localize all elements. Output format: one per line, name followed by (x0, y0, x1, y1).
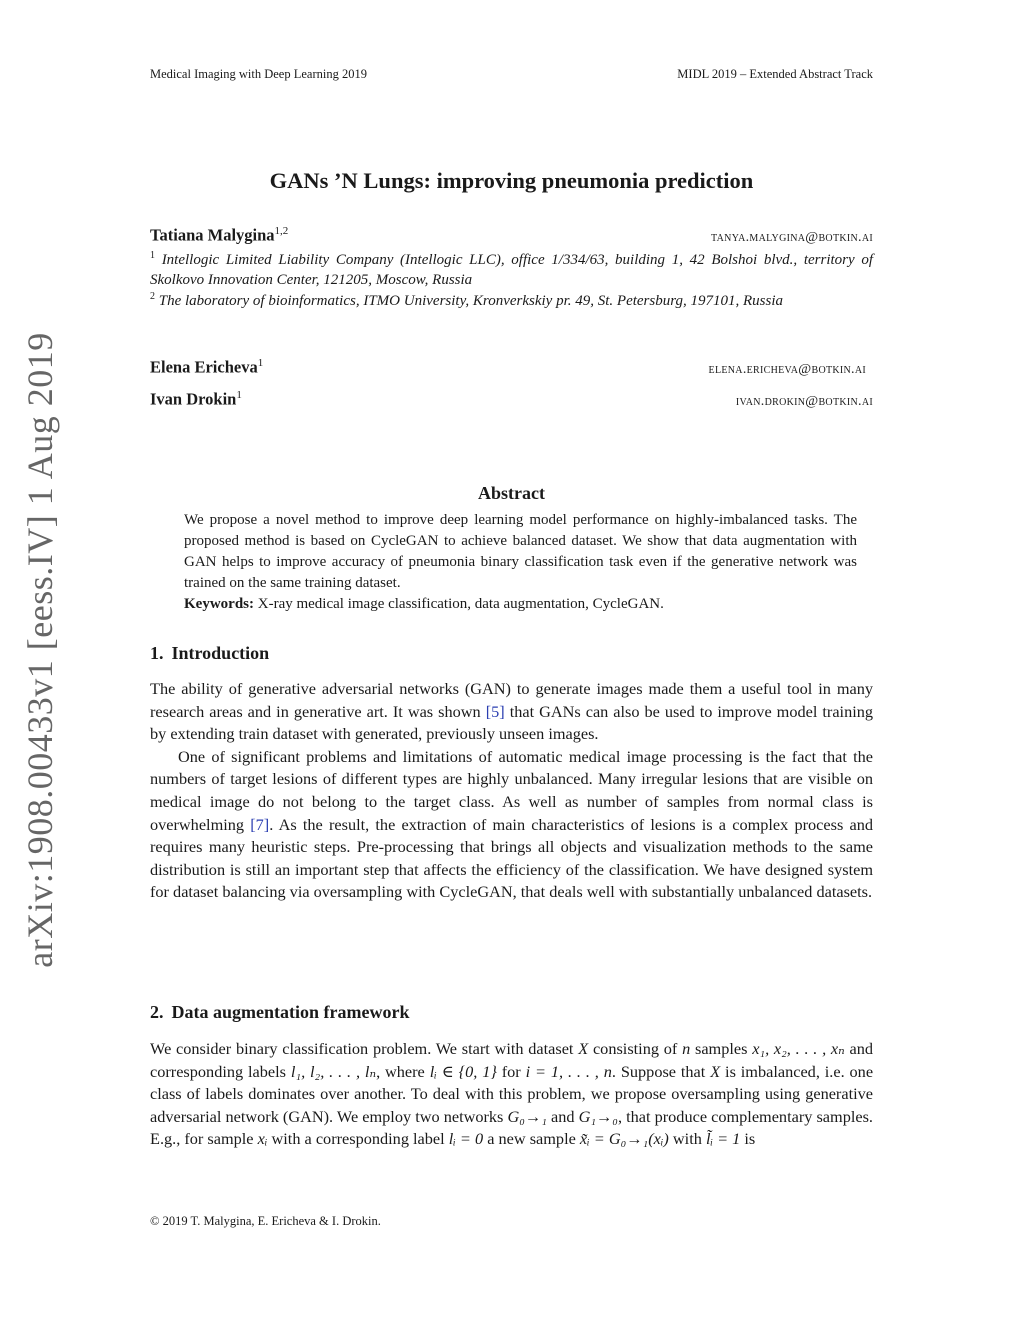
running-header-left: Medical Imaging with Deep Learning 2019 (150, 67, 367, 81)
paper-title: GANs ’N Lungs: improving pneumonia prediction (269, 168, 754, 193)
copyright-footer: © 2019 T. Malygina, E. Ericheva & I. Drokin. (150, 1214, 381, 1228)
section-heading: 2. Data augmentation framework (150, 1002, 410, 1022)
citation-link[interactable]: [5] (485, 701, 505, 721)
paragraph: We consider binary classification problem. We start with dataset X consisting of n samples x₁, x₂, . . . , xₙ and corresponding labels l₁, l₂, . . . , lₙ, where lᵢ ∈ {0, 1} for i = 1, . . . , n. Suppose that X is imbalanced, i.e. one class of labels dominates over another. To deal with this problem, we propose oversampling using generative adversarial network (GAN). We employ two networks G₀→₁ and G₁→₀, that produce complementary samples. E.g., for sample xᵢ with a corresponding label lᵢ = 0 a new sample x̃ᵢ = G₀→₁(xᵢ) with l̃ᵢ = 1 is (150, 1039, 874, 1149)
author-email[interactable]: tanya.malygina@botkin.ai (711, 229, 873, 245)
author-email[interactable]: elena.ericheva@botkin.ai (708, 361, 866, 377)
citation-link[interactable]: [7] (250, 814, 270, 834)
author-row (150, 357, 866, 378)
abstract-body: We propose a novel method to improve deep learning model performance on highly-imbalanced tasks. The proposed method is based on CycleGAN to achieve balanced dataset. We show that data augmentation with GAN helps to improve accuracy of pneumonia binary classification task even if the generative network was trained on the same training dataset. Keywords: X-ray medical image classification, data augmentation, CycleGAN. (184, 512, 857, 612)
affiliation: $^1$ Intellogic Limited Liability Company (Intellogic LLC), office 1/334/63, building 1, 42 Bolshoi blvd., territory of Skolkovo Innovation Center, 121205, Moscow, Russia (150, 250, 874, 288)
paragraph: The ability of generative adversarial networks (GAN) to generate images made them a useful tool in many research areas and in generative art. It was shown [5] that GANs can also be used to improve model training by extending train dataset with generated, previously unseen images. One of significant problems and limitations of automatic medical image processing is the fact that the numbers of target lesions of different types are highly unbalanced. Many irregular lesions that are visible on medical image do not belong to the target class. As well as number of samples from normal class is overwhelming [7]. As the result, the extraction of main characteristics of lesions is a complex process and requires many heuristic steps. Pre-processing that brings all objects and visualization methods to the same distribution is still an important step that affects the efficiency of the classification. We have designed system for dataset balancing via oversampling with CycleGAN, that deals well with substantially unbalanced datasets. (150, 679, 874, 902)
author-name: Ivan Drokin$^1$ (150, 389, 242, 409)
author-name: Tatiana Malygina$^{1,2}$ (150, 225, 289, 245)
keywords-label: Keywords: (184, 596, 254, 612)
abstract-heading: Abstract (478, 483, 545, 503)
author-row (150, 225, 873, 246)
author-name: Elena Ericheva$^1$ (150, 357, 264, 377)
author-row (150, 389, 873, 410)
running-header-right: MIDL 2019 – Extended Abstract Track (677, 67, 873, 81)
section-heading: 1. Introduction (150, 643, 270, 663)
affiliation: $^2$ The laboratory of bioinformatics, ITMO University, Kronverkskiy pr. 49, St. Petersburg, 197101, Russia (150, 291, 784, 309)
arxiv-stamp: arXiv:1908.00433v1 [eess.IV] 1 Aug 2019 (20, 332, 60, 968)
author-email[interactable]: ivan.drokin@botkin.ai (735, 393, 873, 409)
keywords: X-ray medical image classification, data augmentation, CycleGAN. (257, 596, 664, 612)
